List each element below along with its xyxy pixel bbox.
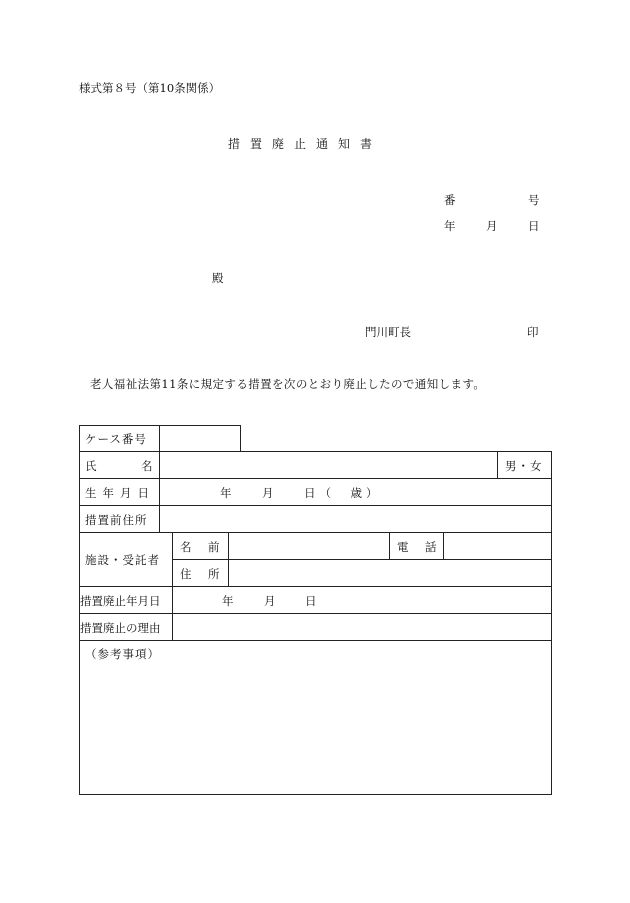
facility-address-label-2: 所 bbox=[208, 567, 220, 581]
table-line bbox=[159, 425, 160, 533]
number-label-ban: 番 bbox=[444, 193, 456, 207]
birth-month: 月 bbox=[262, 486, 274, 500]
birthdate-label: 生年月日 bbox=[85, 486, 155, 500]
table-line bbox=[389, 532, 390, 560]
document-title: 措置廃止通知書 bbox=[228, 137, 383, 151]
table-line bbox=[240, 425, 241, 452]
case-number-label: ケース番号 bbox=[85, 432, 147, 446]
addressee-suffix: 殿 bbox=[212, 271, 224, 285]
table-line bbox=[228, 532, 229, 587]
table-line bbox=[79, 425, 80, 795]
name-label-1: 氏 bbox=[85, 459, 97, 473]
phone-label-2: 話 bbox=[425, 540, 437, 554]
date-month: 月 bbox=[486, 219, 498, 233]
table-line bbox=[79, 478, 552, 479]
table-line bbox=[497, 451, 498, 479]
table-line bbox=[443, 532, 444, 560]
facility-label: 施設・受託者 bbox=[85, 553, 160, 567]
table-line bbox=[79, 640, 552, 641]
abolish-reason-label: 措置廃止の理由 bbox=[80, 621, 161, 635]
table-line bbox=[79, 794, 552, 795]
abolish-date-label: 措置廃止年月日 bbox=[80, 594, 161, 608]
date-day: 日 bbox=[528, 219, 540, 233]
table-line bbox=[79, 532, 552, 533]
gender-option: 男・女 bbox=[505, 459, 543, 473]
table-line bbox=[79, 586, 552, 587]
seal-mark: 印 bbox=[527, 325, 539, 339]
abolish-day: 日 bbox=[305, 594, 317, 608]
reference-label: （参考事項） bbox=[85, 647, 160, 661]
table-line bbox=[172, 559, 552, 560]
table-line bbox=[79, 451, 552, 452]
facility-address-label-1: 住 bbox=[180, 567, 192, 581]
table-line bbox=[172, 532, 173, 640]
facility-name-label-1: 名 bbox=[180, 540, 192, 554]
issuer-name: 門川町長 bbox=[365, 325, 411, 339]
form-number: 様式第８号（第10条関係） bbox=[79, 81, 221, 95]
table-line bbox=[79, 425, 241, 426]
name-label-2: 名 bbox=[141, 459, 153, 473]
table-line bbox=[79, 505, 552, 506]
facility-name-label-2: 前 bbox=[208, 540, 220, 554]
date-year: 年 bbox=[444, 219, 456, 233]
number-label-go: 号 bbox=[528, 193, 540, 207]
birth-year: 年 bbox=[220, 486, 232, 500]
notice-body-text: 老人福祉法第11条に規定する措置を次のとおり廃止したので通知します。 bbox=[90, 377, 486, 391]
abolish-month: 月 bbox=[264, 594, 276, 608]
table-line bbox=[551, 451, 552, 795]
abolish-year: 年 bbox=[222, 594, 234, 608]
phone-label-1: 電 bbox=[397, 540, 409, 554]
table-line bbox=[79, 613, 552, 614]
prev-address-label: 措置前住所 bbox=[85, 513, 148, 527]
birth-day-age: 日（ 歳） bbox=[304, 486, 382, 500]
